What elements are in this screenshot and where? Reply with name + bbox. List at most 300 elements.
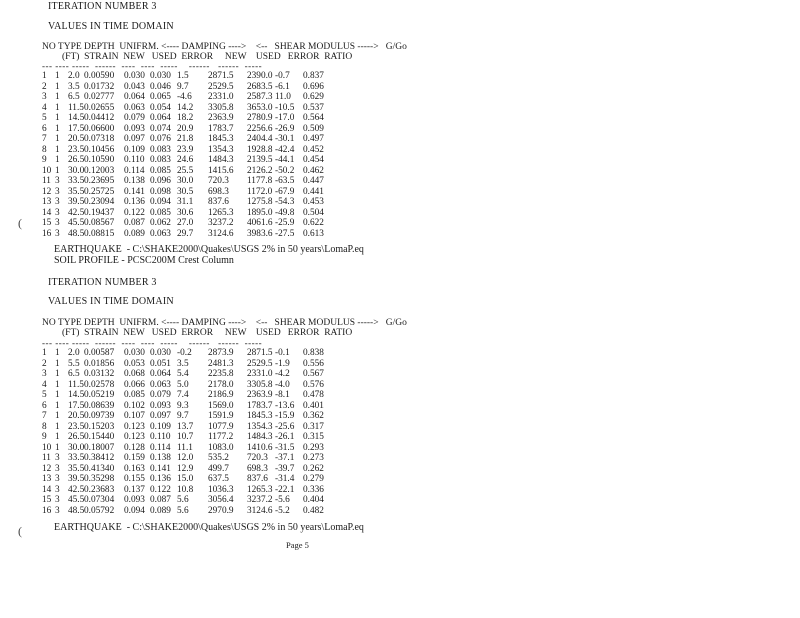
row-damping-used: 0.064 — [150, 113, 171, 123]
row-damping-error: 18.2 — [177, 113, 194, 123]
row-damping-new: 0.030 — [124, 71, 145, 81]
row-depth: 48.5 — [68, 505, 85, 516]
row-ratio: 0.838 — [303, 348, 324, 358]
row-modulus-new: 2331.0 — [208, 92, 234, 102]
row-type: 3 — [55, 463, 60, 474]
row-modulus-error: -26.9 — [275, 123, 295, 134]
row-modulus-used: 1354.3 — [247, 421, 273, 432]
row-type: 3 — [55, 474, 60, 484]
row-modulus-new: 499.7 — [208, 463, 229, 474]
earthquake-file-1: EARTHQUAKE - C:\SHAKE2000\Quakes\USGS 2% in 50 years\LomaP.eq — [54, 244, 364, 255]
row-damping-error: 12.9 — [177, 463, 194, 474]
row-damping-error: -4.6 — [177, 92, 192, 102]
row-damping-used: 0.089 — [150, 505, 171, 516]
row-modulus-new: 1083.0 — [208, 442, 234, 453]
row-modulus-new: 3056.4 — [208, 495, 234, 505]
row-modulus-error: -8.1 — [275, 390, 290, 400]
row-damping-used: 0.136 — [150, 474, 171, 484]
row-modulus-used: 2404.4 — [247, 134, 273, 144]
row-modulus-error: -10.5 — [275, 102, 295, 113]
row-modulus-used: 1895.0 — [247, 207, 273, 218]
row-strain: 0.02777 — [84, 92, 115, 102]
row-damping-used: 0.110 — [150, 432, 171, 442]
row-modulus-new: 1845.3 — [208, 134, 234, 144]
row-damping-used: 0.141 — [150, 463, 171, 474]
row-no: 4 — [42, 379, 47, 390]
row-damping-used: 0.098 — [150, 186, 171, 197]
row-strain: 0.06600 — [84, 123, 115, 134]
row-depth: 17.5 — [68, 400, 85, 411]
row-modulus-error: -50.2 — [275, 165, 295, 176]
row-type: 1 — [55, 348, 60, 358]
row-depth: 26.5 — [68, 432, 85, 442]
row-damping-used: 0.063 — [150, 379, 171, 390]
row-no: 2 — [42, 81, 47, 92]
row-no: 11 — [42, 176, 51, 186]
row-no: 16 — [42, 228, 52, 239]
row-depth: 5.5 — [68, 358, 80, 369]
row-modulus-used: 3237.2 — [247, 495, 273, 505]
row-no: 14 — [42, 484, 52, 495]
row-damping-error: 3.5 — [177, 358, 189, 369]
row-damping-new: 0.094 — [124, 505, 145, 516]
row-modulus-used: 2390.0 — [247, 71, 273, 81]
row-strain: 0.00587 — [84, 348, 115, 358]
row-type: 3 — [55, 495, 60, 505]
row-type: 1 — [55, 144, 60, 155]
row-type: 1 — [55, 155, 60, 165]
row-depth: 48.5 — [68, 228, 85, 239]
margin-mark-2: ( — [18, 524, 22, 538]
row-damping-new: 0.068 — [124, 369, 145, 379]
row-modulus-error: -25.6 — [275, 421, 295, 432]
row-damping-used: 0.064 — [150, 369, 171, 379]
row-modulus-new: 637.5 — [208, 474, 229, 484]
row-damping-error: -0.2 — [177, 348, 192, 358]
row-no: 13 — [42, 197, 52, 207]
row-modulus-used: 2683.5 — [247, 81, 273, 92]
row-damping-new: 0.163 — [124, 463, 145, 474]
row-modulus-error: 11.0 — [275, 92, 291, 102]
row-damping-new: 0.128 — [124, 442, 145, 453]
row-damping-used: 0.051 — [150, 358, 171, 369]
row-modulus-error: -54.3 — [275, 197, 295, 207]
row-damping-error: 15.0 — [177, 474, 194, 484]
row-no: 7 — [42, 411, 47, 421]
row-damping-error: 7.4 — [177, 390, 189, 400]
row-damping-used: 0.096 — [150, 176, 171, 186]
row-depth: 6.5 — [68, 369, 80, 379]
row-modulus-error: -63.5 — [275, 176, 295, 186]
row-damping-used: 0.065 — [150, 92, 171, 102]
row-modulus-error: -15.9 — [275, 411, 295, 421]
row-damping-used: 0.083 — [150, 155, 171, 165]
row-no: 4 — [42, 102, 47, 113]
row-ratio: 0.315 — [303, 432, 324, 442]
row-ratio: 0.462 — [303, 165, 324, 176]
row-no: 3 — [42, 92, 47, 102]
row-no: 6 — [42, 400, 47, 411]
row-ratio: 0.696 — [303, 81, 324, 92]
row-damping-error: 10.7 — [177, 432, 194, 442]
row-modulus-error: -4.2 — [275, 369, 290, 379]
row-damping-error: 9.3 — [177, 400, 189, 411]
row-modulus-used: 2256.6 — [247, 123, 273, 134]
row-modulus-new: 2873.9 — [208, 348, 234, 358]
row-damping-error: 27.0 — [177, 218, 194, 228]
row-damping-error: 12.0 — [177, 453, 194, 463]
row-type: 1 — [55, 165, 60, 176]
row-type: 3 — [55, 207, 60, 218]
row-damping-new: 0.066 — [124, 379, 145, 390]
row-no: 12 — [42, 463, 52, 474]
row-damping-error: 29.7 — [177, 228, 194, 239]
row-modulus-used: 1845.3 — [247, 411, 273, 421]
row-strain: 0.25725 — [84, 186, 115, 197]
row-modulus-used: 720.3 — [247, 453, 268, 463]
row-depth: 20.5 — [68, 134, 85, 144]
row-damping-new: 0.085 — [124, 390, 145, 400]
row-no: 10 — [42, 442, 52, 453]
row-depth: 33.5 — [68, 176, 85, 186]
row-ratio: 0.629 — [303, 92, 324, 102]
row-depth: 45.5 — [68, 218, 85, 228]
row-type: 1 — [55, 71, 60, 81]
row-type: 1 — [55, 113, 60, 123]
row-no: 13 — [42, 474, 52, 484]
row-ratio: 0.509 — [303, 123, 324, 134]
row-ratio: 0.273 — [303, 453, 324, 463]
row-type: 3 — [55, 228, 60, 239]
row-modulus-used: 1928.8 — [247, 144, 273, 155]
row-ratio: 0.564 — [303, 113, 324, 123]
row-modulus-used: 2139.5 — [247, 155, 273, 165]
row-depth: 23.5 — [68, 144, 85, 155]
row-ratio: 0.441 — [303, 186, 324, 197]
row-damping-error: 24.6 — [177, 155, 194, 165]
row-modulus-error: -49.8 — [275, 207, 295, 218]
row-damping-used: 0.114 — [150, 442, 171, 453]
row-damping-used: 0.063 — [150, 228, 171, 239]
row-modulus-new: 3305.8 — [208, 102, 234, 113]
row-ratio: 0.537 — [303, 102, 324, 113]
row-damping-new: 0.155 — [124, 474, 145, 484]
row-modulus-used: 1275.8 — [247, 197, 273, 207]
row-damping-used: 0.093 — [150, 400, 171, 411]
row-strain: 0.05219 — [84, 390, 115, 400]
row-damping-new: 0.053 — [124, 358, 145, 369]
row-modulus-error: -0.1 — [275, 348, 290, 358]
row-modulus-used: 2780.9 — [247, 113, 273, 123]
row-damping-error: 13.7 — [177, 421, 194, 432]
row-type: 1 — [55, 134, 60, 144]
row-modulus-error: -4.0 — [275, 379, 290, 390]
row-damping-new: 0.043 — [124, 81, 145, 92]
row-modulus-error: -44.1 — [275, 155, 295, 165]
row-strain: 0.07304 — [84, 495, 115, 505]
table-header-line2-1: (FT) STRAIN NEW USED ERROR NEW USED ERROR RATIO — [62, 52, 353, 62]
row-modulus-error: -6.1 — [275, 81, 290, 92]
row-damping-used: 0.083 — [150, 144, 171, 155]
row-damping-error: 5.6 — [177, 495, 189, 505]
table-header-line2-2: (FT) STRAIN NEW USED ERROR NEW USED ERROR RATIO — [62, 328, 353, 338]
row-depth: 14.5 — [68, 113, 85, 123]
row-no: 5 — [42, 390, 47, 400]
row-depth: 35.5 — [68, 463, 85, 474]
row-modulus-error: -42.4 — [275, 144, 295, 155]
row-damping-new: 0.123 — [124, 421, 145, 432]
row-depth: 3.5 — [68, 81, 80, 92]
row-modulus-new: 1265.3 — [208, 207, 234, 218]
row-damping-new: 0.122 — [124, 207, 145, 218]
row-modulus-error: -31.5 — [275, 442, 295, 453]
row-strain: 0.05792 — [84, 505, 115, 516]
row-damping-error: 5.4 — [177, 369, 189, 379]
row-ratio: 0.262 — [303, 463, 324, 474]
row-strain: 0.07318 — [84, 134, 115, 144]
earthquake-file-2: EARTHQUAKE - C:\SHAKE2000\Quakes\USGS 2% in 50 years\LomaP.eq — [54, 522, 364, 533]
row-depth: 11.5 — [68, 379, 84, 390]
row-modulus-new: 1354.3 — [208, 144, 234, 155]
row-strain: 0.23695 — [84, 176, 115, 186]
row-modulus-error: -0.7 — [275, 71, 290, 81]
row-modulus-new: 1077.9 — [208, 421, 234, 432]
row-strain: 0.09739 — [84, 411, 115, 421]
row-modulus-used: 4061.6 — [247, 218, 273, 228]
row-modulus-error: -26.1 — [275, 432, 295, 442]
row-damping-error: 5.6 — [177, 505, 189, 516]
row-type: 1 — [55, 379, 60, 390]
row-strain: 0.41340 — [84, 463, 115, 474]
row-modulus-new: 2481.3 — [208, 358, 234, 369]
row-damping-new: 0.141 — [124, 186, 145, 197]
page-number: Page 5 — [286, 540, 309, 550]
row-damping-new: 0.087 — [124, 218, 145, 228]
row-ratio: 0.622 — [303, 218, 324, 228]
row-depth: 45.5 — [68, 495, 85, 505]
row-ratio: 0.362 — [303, 411, 324, 421]
row-modulus-error: -39.7 — [275, 463, 295, 474]
row-modulus-new: 1036.3 — [208, 484, 234, 495]
row-type: 1 — [55, 411, 60, 421]
row-no: 2 — [42, 358, 47, 369]
row-no: 16 — [42, 505, 52, 516]
row-damping-error: 30.0 — [177, 176, 194, 186]
table-separator-1: --- ---- ----- ------ ---- ---- ----- ------ ------ ----- — [42, 61, 263, 71]
row-damping-used: 0.074 — [150, 123, 171, 134]
row-no: 5 — [42, 113, 47, 123]
row-damping-error: 14.2 — [177, 102, 194, 113]
row-depth: 26.5 — [68, 155, 85, 165]
row-no: 11 — [42, 453, 51, 463]
margin-mark-1: ( — [18, 216, 22, 230]
row-type: 1 — [55, 400, 60, 411]
row-depth: 39.5 — [68, 197, 85, 207]
row-modulus-new: 2363.9 — [208, 113, 234, 123]
row-damping-used: 0.030 — [150, 348, 171, 358]
row-ratio: 0.401 — [303, 400, 324, 411]
row-type: 1 — [55, 123, 60, 134]
row-modulus-error: -31.4 — [275, 474, 295, 484]
row-strain: 0.02655 — [84, 102, 115, 113]
row-modulus-new: 2871.5 — [208, 71, 234, 81]
row-damping-used: 0.046 — [150, 81, 171, 92]
row-type: 3 — [55, 218, 60, 228]
row-no: 3 — [42, 369, 47, 379]
row-damping-new: 0.030 — [124, 348, 145, 358]
values-heading-2: VALUES IN TIME DOMAIN — [48, 296, 174, 307]
row-damping-new: 0.097 — [124, 134, 145, 144]
row-type: 1 — [55, 421, 60, 432]
row-modulus-used: 1265.3 — [247, 484, 273, 495]
row-ratio: 0.613 — [303, 228, 324, 239]
row-modulus-new: 2970.9 — [208, 505, 234, 516]
row-depth: 17.5 — [68, 123, 85, 134]
row-ratio: 0.556 — [303, 358, 324, 369]
row-damping-used: 0.138 — [150, 453, 171, 463]
iteration-title-1: ITERATION NUMBER 3 — [48, 1, 157, 12]
row-depth: 23.5 — [68, 421, 85, 432]
row-damping-error: 5.0 — [177, 379, 189, 390]
row-ratio: 0.482 — [303, 505, 324, 516]
row-modulus-error: -1.9 — [275, 358, 290, 369]
row-damping-error: 1.5 — [177, 71, 189, 81]
row-type: 1 — [55, 358, 60, 369]
row-damping-new: 0.138 — [124, 176, 145, 186]
row-modulus-error: -30.1 — [275, 134, 295, 144]
row-strain: 0.10456 — [84, 144, 115, 155]
row-no: 6 — [42, 123, 47, 134]
row-no: 15 — [42, 495, 52, 505]
row-depth: 2.0 — [68, 348, 80, 358]
row-damping-new: 0.089 — [124, 228, 145, 239]
row-ratio: 0.279 — [303, 474, 324, 484]
row-modulus-used: 837.6 — [247, 474, 268, 484]
row-strain: 0.10590 — [84, 155, 115, 165]
row-modulus-new: 3124.6 — [208, 228, 234, 239]
values-heading-1: VALUES IN TIME DOMAIN — [48, 21, 174, 32]
row-modulus-new: 2186.9 — [208, 390, 234, 400]
row-no: 7 — [42, 134, 47, 144]
row-depth: 2.0 — [68, 71, 80, 81]
row-ratio: 0.478 — [303, 390, 324, 400]
row-no: 1 — [42, 348, 47, 358]
row-damping-used: 0.097 — [150, 411, 171, 421]
row-damping-error: 23.9 — [177, 144, 194, 155]
row-ratio: 0.497 — [303, 134, 324, 144]
table-separator-2: --- ---- ----- ------ ---- ---- ----- ------ ------ ----- — [42, 338, 263, 348]
row-damping-new: 0.159 — [124, 453, 145, 463]
row-strain: 0.08815 — [84, 228, 115, 239]
row-modulus-new: 3237.2 — [208, 218, 234, 228]
row-ratio: 0.454 — [303, 155, 324, 165]
row-modulus-error: -13.6 — [275, 400, 295, 411]
row-modulus-new: 2235.8 — [208, 369, 234, 379]
row-type: 1 — [55, 92, 60, 102]
row-modulus-used: 3124.6 — [247, 505, 273, 516]
row-damping-new: 0.063 — [124, 102, 145, 113]
row-damping-new: 0.079 — [124, 113, 145, 123]
row-modulus-error: -27.5 — [275, 228, 295, 239]
row-strain: 0.04412 — [84, 113, 115, 123]
row-modulus-new: 1177.2 — [208, 432, 234, 442]
row-ratio: 0.504 — [303, 207, 324, 218]
row-damping-used: 0.079 — [150, 390, 171, 400]
row-damping-new: 0.093 — [124, 123, 145, 134]
row-strain: 0.12003 — [84, 165, 115, 176]
row-damping-new: 0.109 — [124, 144, 145, 155]
row-modulus-new: 1783.7 — [208, 123, 234, 134]
row-depth: 30.0 — [68, 165, 85, 176]
row-modulus-new: 720.3 — [208, 176, 229, 186]
row-ratio: 0.317 — [303, 421, 324, 432]
row-depth: 42.5 — [68, 207, 85, 218]
row-strain: 0.01856 — [84, 358, 115, 369]
row-depth: 42.5 — [68, 484, 85, 495]
row-damping-new: 0.107 — [124, 411, 145, 421]
row-depth: 11.5 — [68, 102, 84, 113]
row-strain: 0.03132 — [84, 369, 115, 379]
row-damping-error: 30.6 — [177, 207, 194, 218]
row-no: 1 — [42, 71, 47, 81]
row-damping-error: 9.7 — [177, 81, 189, 92]
soil-profile: SOIL PROFILE - PCSC200M Crest Column — [54, 255, 234, 266]
row-no: 10 — [42, 165, 52, 176]
row-modulus-used: 2363.9 — [247, 390, 273, 400]
row-damping-error: 10.8 — [177, 484, 194, 495]
row-modulus-error: -37.1 — [275, 453, 295, 463]
row-damping-error: 20.9 — [177, 123, 194, 134]
row-modulus-used: 3983.6 — [247, 228, 273, 239]
row-modulus-used: 3653.0 — [247, 102, 273, 113]
row-strain: 0.23683 — [84, 484, 115, 495]
row-damping-used: 0.085 — [150, 165, 171, 176]
row-strain: 0.23094 — [84, 197, 115, 207]
row-ratio: 0.576 — [303, 379, 324, 390]
row-damping-used: 0.094 — [150, 197, 171, 207]
row-type: 1 — [55, 369, 60, 379]
row-no: 9 — [42, 432, 47, 442]
row-ratio: 0.567 — [303, 369, 324, 379]
row-type: 3 — [55, 505, 60, 516]
row-no: 8 — [42, 144, 47, 155]
row-strain: 0.00590 — [84, 71, 115, 81]
row-modulus-new: 698.3 — [208, 186, 229, 197]
row-ratio: 0.837 — [303, 71, 324, 81]
row-type: 1 — [55, 432, 60, 442]
table-header-line1-2: NO TYPE DEPTH UNIFRM. <---- DAMPING ----> <-- SHEAR MODULUS -----> G/Go — [42, 318, 407, 328]
row-damping-new: 0.137 — [124, 484, 145, 495]
row-modulus-used: 1783.7 — [247, 400, 273, 411]
row-type: 1 — [55, 442, 60, 453]
row-modulus-error: -5.2 — [275, 505, 290, 516]
row-modulus-error: -22.1 — [275, 484, 295, 495]
row-no: 9 — [42, 155, 47, 165]
row-damping-used: 0.030 — [150, 71, 171, 81]
row-damping-used: 0.109 — [150, 421, 171, 432]
row-damping-error: 30.5 — [177, 186, 194, 197]
row-modulus-used: 2331.0 — [247, 369, 273, 379]
row-no: 14 — [42, 207, 52, 218]
row-type: 3 — [55, 453, 60, 463]
row-damping-used: 0.085 — [150, 207, 171, 218]
row-strain: 0.02578 — [84, 379, 115, 390]
row-ratio: 0.404 — [303, 495, 324, 505]
row-type: 3 — [55, 484, 60, 495]
row-strain: 0.15440 — [84, 432, 115, 442]
row-modulus-used: 1484.3 — [247, 432, 273, 442]
row-modulus-new: 837.6 — [208, 197, 229, 207]
